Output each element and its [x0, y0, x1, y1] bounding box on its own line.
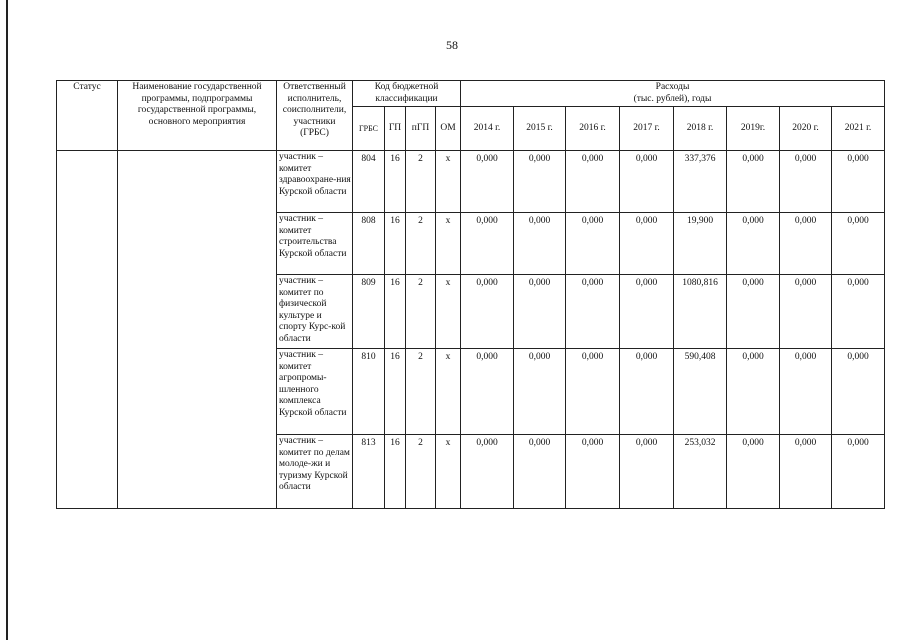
header-grbs: ГРБС	[353, 107, 385, 151]
value-cell: 1080,816	[674, 275, 727, 349]
header-year: 2018 г.	[674, 107, 727, 151]
value-cell: 0,000	[461, 349, 514, 435]
value-cell: 0,000	[727, 275, 780, 349]
gp-cell: 16	[385, 151, 406, 213]
header-expenses	[461, 81, 885, 107]
responsible-cell: участник – комитет по делам молоде-жи и туризму Курской области	[277, 435, 353, 509]
program-name-cell	[118, 151, 277, 509]
gp-cell: 16	[385, 213, 406, 275]
pgp-cell: 2	[406, 151, 436, 213]
header-om: ОМ	[436, 107, 461, 151]
value-cell: 590,408	[674, 349, 727, 435]
header-program-name: Наименование государственной программы, подпрограммы государственной программы, основного мероприятия	[118, 81, 277, 151]
value-cell: 0,000	[514, 213, 566, 275]
value-cell: 0,000	[566, 435, 620, 509]
value-cell: 0,000	[620, 151, 674, 213]
value-cell: 0,000	[780, 349, 832, 435]
value-cell: 0,000	[461, 213, 514, 275]
value-cell: 0,000	[514, 151, 566, 213]
gp-cell: 16	[385, 349, 406, 435]
budget-table	[56, 80, 885, 509]
om-cell: x	[436, 275, 461, 349]
value-cell: 0,000	[514, 275, 566, 349]
header-budget-code: Код бюджетной классификации	[353, 81, 461, 107]
value-cell: 0,000	[727, 435, 780, 509]
header-year: 2016 г.	[566, 107, 620, 151]
value-cell: 0,000	[832, 349, 885, 435]
value-cell: 0,000	[780, 151, 832, 213]
grbs-cell: 808	[353, 213, 385, 275]
om-cell: x	[436, 349, 461, 435]
pgp-cell: 2	[406, 213, 436, 275]
value-cell: 0,000	[620, 349, 674, 435]
value-cell: 0,000	[514, 349, 566, 435]
status-cell	[57, 151, 118, 509]
value-cell: 0,000	[566, 275, 620, 349]
header-year: 2021 г.	[832, 107, 885, 151]
value-cell: 0,000	[832, 435, 885, 509]
value-cell: 0,000	[780, 435, 832, 509]
value-cell: 0,000	[832, 213, 885, 275]
header-year: 2020 г.	[780, 107, 832, 151]
value-cell: 0,000	[620, 213, 674, 275]
header-expenses-units: (тыс. рублей), годы	[633, 93, 712, 104]
value-cell: 0,000	[727, 151, 780, 213]
value-cell: 0,000	[832, 151, 885, 213]
gp-cell: 16	[385, 435, 406, 509]
value-cell: 0,000	[727, 213, 780, 275]
grbs-cell: 813	[353, 435, 385, 509]
value-cell: 0,000	[461, 151, 514, 213]
om-cell: x	[436, 213, 461, 275]
value-cell: 0,000	[620, 435, 674, 509]
value-cell: 0,000	[566, 213, 620, 275]
value-cell: 0,000	[461, 435, 514, 509]
pgp-cell: 2	[406, 349, 436, 435]
pgp-cell: 2	[406, 435, 436, 509]
gp-cell: 16	[385, 275, 406, 349]
header-expenses-title: Расходы	[655, 82, 690, 92]
grbs-cell: 809	[353, 275, 385, 349]
value-cell: 253,032	[674, 435, 727, 509]
page-number: 58	[446, 38, 458, 52]
grbs-cell: 810	[353, 349, 385, 435]
value-cell: 0,000	[832, 275, 885, 349]
value-cell: 0,000	[566, 349, 620, 435]
header-status: Статус	[57, 81, 118, 151]
table-row	[57, 151, 885, 213]
om-cell: x	[436, 151, 461, 213]
value-cell: 337,376	[674, 151, 727, 213]
header-year: 2019г.	[727, 107, 780, 151]
value-cell: 0,000	[566, 151, 620, 213]
value-cell: 0,000	[780, 213, 832, 275]
value-cell: 0,000	[727, 349, 780, 435]
pgp-cell: 2	[406, 275, 436, 349]
header-year: 2015 г.	[514, 107, 566, 151]
header-year: 2017 г.	[620, 107, 674, 151]
responsible-cell: участник – комитет строительства Курской области	[277, 213, 353, 275]
header-gp: ГП	[385, 107, 406, 151]
header-pgp: пГП	[406, 107, 436, 151]
responsible-cell: участник – комитет по физической культуре и спорту Курс-кой области	[277, 275, 353, 349]
grbs-cell: 804	[353, 151, 385, 213]
value-cell: 0,000	[780, 275, 832, 349]
value-cell: 0,000	[514, 435, 566, 509]
value-cell: 0,000	[620, 275, 674, 349]
value-cell: 0,000	[461, 275, 514, 349]
header-responsible: Ответственный исполнитель, соисполнители, участники (ГРБС)	[277, 81, 353, 151]
responsible-cell: участник – комитет здравоохране-ния Курской области	[277, 151, 353, 213]
header-year: 2014 г.	[461, 107, 514, 151]
page-edge-line	[6, 0, 8, 640]
om-cell: x	[436, 435, 461, 509]
value-cell: 19,900	[674, 213, 727, 275]
responsible-cell: участник – комитет агропромы-шленного комплекса Курской области	[277, 349, 353, 435]
